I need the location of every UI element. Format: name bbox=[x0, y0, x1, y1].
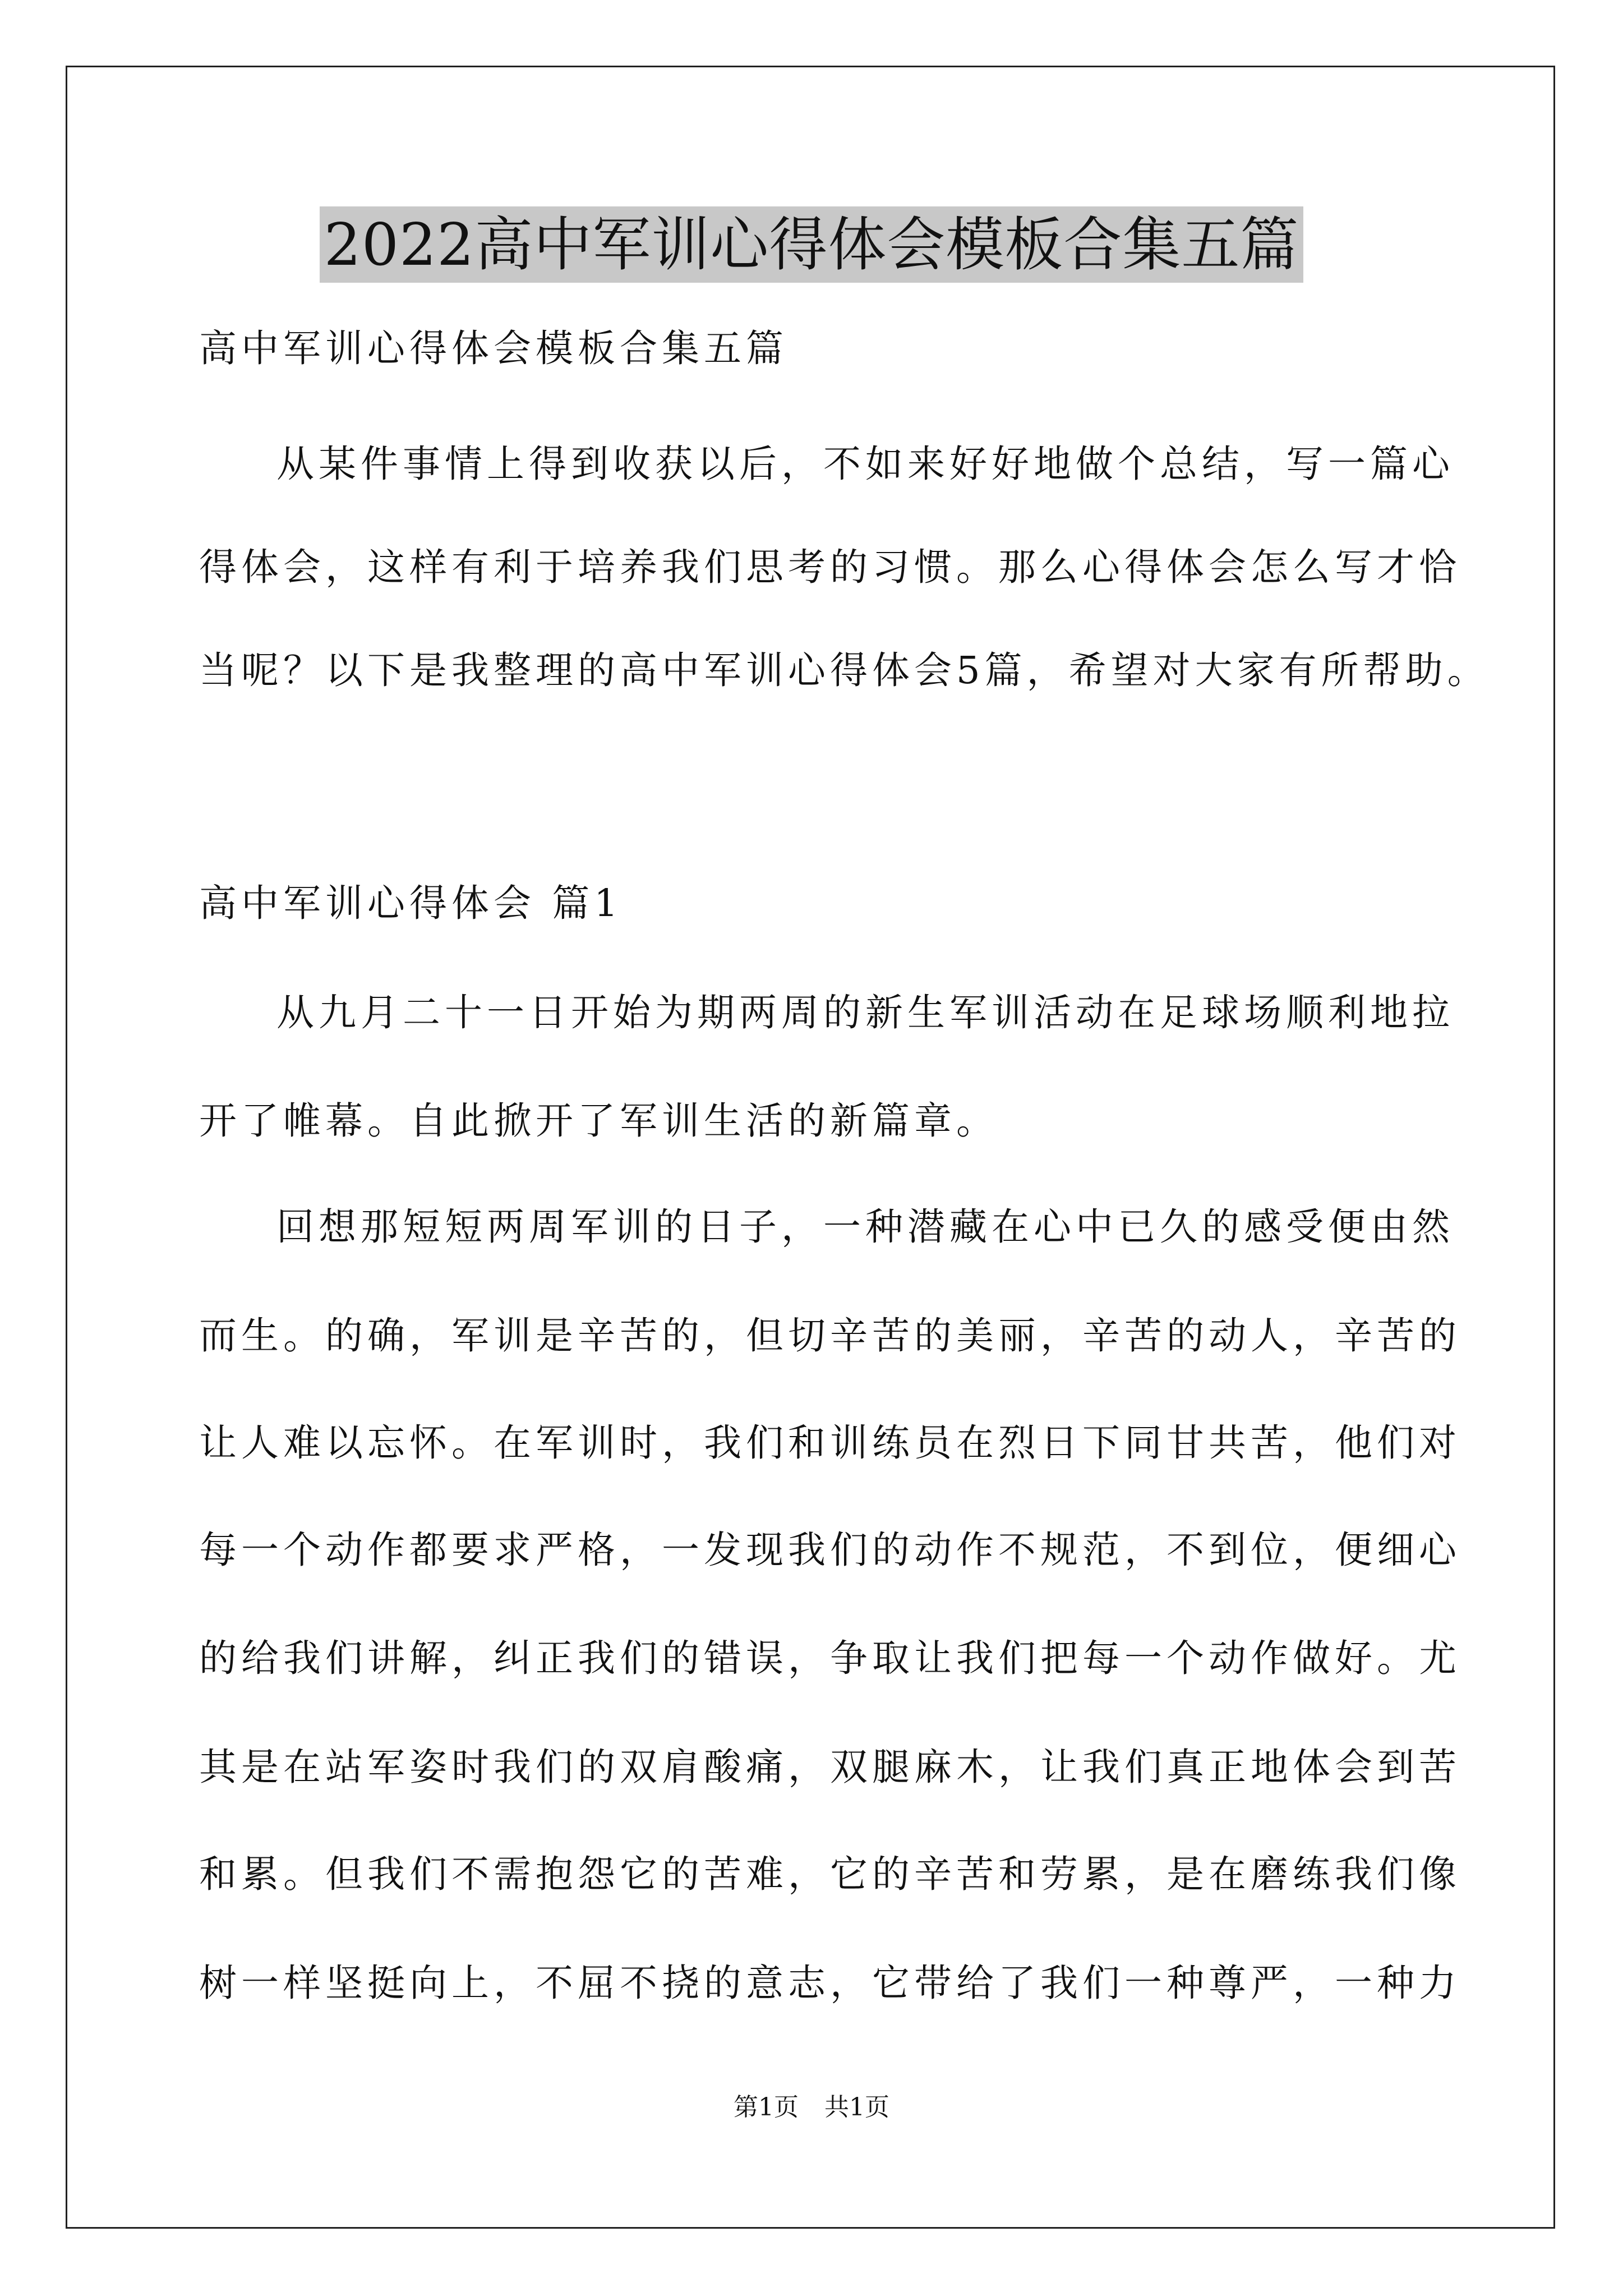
document-subtitle: 高中军训心得体会模板合集五篇 bbox=[199, 326, 788, 370]
paragraph-line: 树一样坚挺向上，不屈不挠的意志，它带给了我们一种尊严，一种力 bbox=[199, 1961, 1461, 2005]
paragraph-line: 的给我们讲解，纠正我们的错误，争取让我们把每一个动作做好。尤 bbox=[199, 1636, 1461, 1680]
document-title: 2022高中军训心得体会模板合集五篇 bbox=[320, 206, 1304, 283]
page-footer bbox=[0, 2091, 1623, 2124]
paragraph-line: 让人难以忘怀。在军训时，我们和训练员在烈日下同甘共苦，他们对 bbox=[199, 1421, 1461, 1465]
title-container bbox=[0, 206, 1623, 283]
intro-line: 当呢？以下是我整理的高中军训心得体会5篇，希望对大家有所帮助。 bbox=[199, 648, 1490, 692]
intro-line: 从某件事情上得到收获以后，不如来好好地做个总结，写一篇心 bbox=[276, 442, 1454, 486]
paragraph-line: 从九月二十一日开始为期两周的新生军训活动在足球场顺利地拉 bbox=[276, 991, 1454, 1034]
page-number: 第1页 bbox=[734, 2093, 799, 2122]
intro-line: 得体会，这样有利于培养我们思考的习惯。那么心得体会怎么写才恰 bbox=[199, 545, 1461, 589]
page-total: 共1页 bbox=[824, 2093, 889, 2122]
paragraph-line: 而生。的确，军训是辛苦的，但切辛苦的美丽，辛苦的动人，辛苦的 bbox=[199, 1314, 1461, 1358]
page-border bbox=[66, 66, 1555, 2229]
paragraph-line: 开了帷幕。自此掀开了军训生活的新篇章。 bbox=[199, 1099, 998, 1143]
paragraph-line: 其是在站军姿时我们的双肩酸痛，双腿麻木，让我们真正地体会到苦 bbox=[199, 1745, 1461, 1789]
section-heading: 高中军训心得体会 篇1 bbox=[199, 881, 623, 925]
paragraph-line: 和累。但我们不需抱怨它的苦难，它的辛苦和劳累，是在磨练我们像 bbox=[199, 1852, 1461, 1896]
paragraph-line: 回想那短短两周军训的日子，一种潜藏在心中已久的感受便由然 bbox=[276, 1205, 1454, 1249]
paragraph-line: 每一个动作都要求严格，一发现我们的动作不规范，不到位，便细心 bbox=[199, 1528, 1461, 1572]
